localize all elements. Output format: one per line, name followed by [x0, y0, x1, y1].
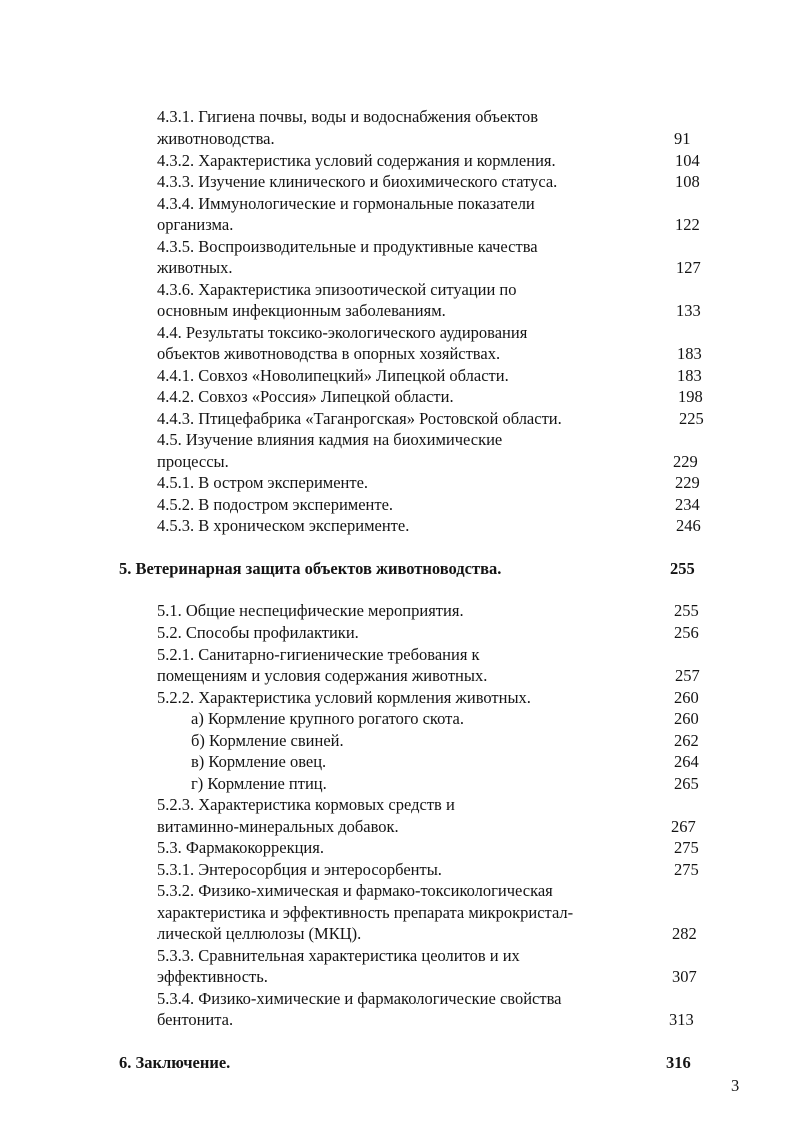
toc-entry — [0, 322, 793, 344]
toc-entry-page: 275 — [674, 838, 699, 857]
toc-entry-page: 307 — [672, 967, 697, 986]
toc-entry-text: 5.3.2. Физико-химическая и фармако-токсикологическая — [157, 881, 553, 900]
toc-entry-page: 246 — [676, 516, 701, 535]
toc-entry-text: 4.3.5. Воспроизводительные и продуктивные качества — [157, 237, 538, 256]
page-number: 3 — [731, 1076, 740, 1095]
toc-entry — [0, 1052, 793, 1074]
toc-entry-text: г) Кормление птиц. — [191, 774, 327, 793]
toc-entry-page: 198 — [678, 387, 703, 406]
toc-entry-text: 4.5.3. В хроническом эксперименте. — [157, 516, 410, 535]
toc-entry-page: 229 — [673, 452, 698, 471]
toc-entry — [0, 214, 793, 236]
toc-entry — [0, 558, 793, 580]
toc-entry-text: процессы. — [157, 452, 229, 471]
toc-entry-page: 104 — [675, 151, 700, 170]
toc-entry-text: 4.3.1. Гигиена почвы, воды и водоснабжения объектов — [157, 107, 539, 126]
toc-entry-page: 229 — [675, 473, 700, 492]
toc-entry — [0, 515, 793, 537]
toc-entry — [0, 665, 793, 687]
toc-entry-text: 5.2.3. Характеристика кормовых средств и — [157, 795, 455, 814]
toc-entry — [0, 257, 793, 279]
toc-entry — [0, 988, 793, 1010]
toc-entry — [0, 859, 793, 881]
toc-entry-text: животных. — [157, 258, 233, 277]
toc-entry-text: 5.3.4. Физико-химические и фармакологические свойства — [157, 989, 562, 1008]
toc-entry — [0, 408, 793, 430]
toc-entry-page: 313 — [669, 1010, 694, 1029]
toc-entry — [0, 880, 793, 902]
toc-entry-page: 234 — [675, 495, 700, 514]
toc-entry-text: 5. Ветеринарная защита объектов животноводства. — [119, 559, 502, 578]
toc-entry-text: эффективность. — [157, 967, 268, 986]
toc-entry-text: 5.3.1. Энтеросорбция и энтеросорбенты. — [157, 860, 442, 879]
toc-entry — [0, 751, 793, 773]
toc-entry-text: 4.4. Результаты токсико-экологического аудирования — [157, 323, 528, 342]
toc-entry-text: 5.2.2. Характеристика условий кормления животных. — [157, 688, 531, 707]
toc-entry — [0, 128, 793, 150]
toc-entry — [0, 600, 793, 622]
toc-entry-text: 5.3. Фармакокоррекция. — [157, 838, 324, 857]
toc-entry-text: 4.4.3. Птицефабрика «Таганрогская» Ростовской области. — [157, 409, 562, 428]
toc-entry-text: 4.3.6. Характеристика эпизоотической ситуации по — [157, 280, 517, 299]
toc-entry-page: 256 — [674, 623, 699, 642]
toc-entry-text: 4.3.3. Изучение клинического и биохимического статуса. — [157, 172, 558, 191]
toc-entry-page: 275 — [674, 860, 699, 879]
toc-entry-page: 255 — [670, 559, 695, 578]
toc-entry-page: 257 — [675, 666, 700, 685]
toc-entry-text: 6. Заключение. — [119, 1053, 231, 1072]
toc-entry-page: 108 — [675, 172, 700, 191]
toc-entry-page: 265 — [674, 774, 699, 793]
toc-entry-page: 225 — [679, 409, 704, 428]
toc-entry — [0, 494, 793, 516]
toc-entry — [0, 343, 793, 365]
toc-entry — [0, 966, 793, 988]
toc-entry — [0, 622, 793, 644]
toc-entry — [0, 644, 793, 666]
toc-entry-text: витаминно-минеральных добавок. — [157, 817, 399, 836]
toc-entry-page: 264 — [674, 752, 699, 771]
toc-entry — [0, 708, 793, 730]
toc-entry-text: 5.1. Общие неспецифические мероприятия. — [157, 601, 464, 620]
toc-entry-text: 4.5. Изучение влияния кадмия на биохимические — [157, 430, 503, 449]
toc-entry-text: объектов животноводства в опорных хозяйствах. — [157, 344, 501, 363]
toc-entry — [0, 279, 793, 301]
toc-entry — [0, 386, 793, 408]
toc-entry-text: 4.5.2. В подостром эксперименте. — [157, 495, 394, 514]
toc-entry-text: 4.3.2. Характеристика условий содержания и кормления. — [157, 151, 556, 170]
toc-entry-text: организма. — [157, 215, 234, 234]
toc-entry — [0, 687, 793, 709]
toc-entry — [0, 171, 793, 193]
toc-entry — [0, 472, 793, 494]
toc-entry — [0, 1009, 793, 1031]
toc-entry — [0, 365, 793, 387]
toc-entry — [0, 150, 793, 172]
toc-entry-page: 127 — [676, 258, 701, 277]
toc-entry-text: 4.3.4. Иммунологические и гормональные показатели — [157, 194, 535, 213]
toc-entry — [0, 773, 793, 795]
toc-entry — [0, 837, 793, 859]
toc-entry-text: основным инфекционным заболеваниям. — [157, 301, 446, 320]
toc-entry — [0, 902, 793, 924]
toc-entry-text: помещениям и условия содержания животных. — [157, 666, 488, 685]
toc-entry-text: 4.4.2. Совхоз «Россия» Липецкой области. — [157, 387, 454, 406]
toc-entry-page: 183 — [677, 344, 702, 363]
toc-entry — [0, 106, 793, 128]
toc-entry-text: а) Кормление крупного рогатого скота. — [191, 709, 464, 728]
toc-entry — [0, 816, 793, 838]
toc-entry-page: 262 — [674, 731, 699, 750]
toc-entry-text: животноводства. — [157, 129, 275, 148]
toc-entry — [0, 945, 793, 967]
toc-entry — [0, 923, 793, 945]
toc-entry — [0, 730, 793, 752]
toc-entry-page: 255 — [674, 601, 699, 620]
toc-entry-page: 260 — [674, 709, 699, 728]
toc-entry-text: 5.2. Способы профилактики. — [157, 623, 359, 642]
toc-entry-text: 4.4.1. Совхоз «Новолипецкий» Липецкой области. — [157, 366, 509, 385]
toc-entry-page: 260 — [674, 688, 699, 707]
toc-entry — [0, 300, 793, 322]
toc-entry-text: 5.2.1. Санитарно-гигиенические требования к — [157, 645, 480, 664]
toc-entry-text: б) Кормление свиней. — [191, 731, 344, 750]
toc-entry-page: 122 — [675, 215, 700, 234]
toc-entry-text: лической целлюлозы (МКЦ). — [157, 924, 362, 943]
toc-entry-text: 4.5.1. В остром эксперименте. — [157, 473, 369, 492]
toc-entry-text: 5.3.3. Сравнительная характеристика цеолитов и их — [157, 946, 520, 965]
toc-entry-page: 91 — [674, 129, 691, 148]
toc-entry — [0, 429, 793, 451]
toc-entry — [0, 193, 793, 215]
toc-entry-page: 267 — [671, 817, 696, 836]
toc-entry — [0, 451, 793, 473]
toc-entry-page: 316 — [666, 1053, 691, 1072]
toc-entry-text: бентонита. — [157, 1010, 234, 1029]
toc-entry-text: в) Кормление овец. — [191, 752, 327, 771]
toc-entry-page: 133 — [676, 301, 701, 320]
toc-entry — [0, 236, 793, 258]
toc-entry-text: характеристика и эффективность препарата микрокристал- — [157, 903, 574, 922]
toc-entry — [0, 794, 793, 816]
toc-entry-page: 282 — [672, 924, 697, 943]
toc-entry-page: 183 — [677, 366, 702, 385]
